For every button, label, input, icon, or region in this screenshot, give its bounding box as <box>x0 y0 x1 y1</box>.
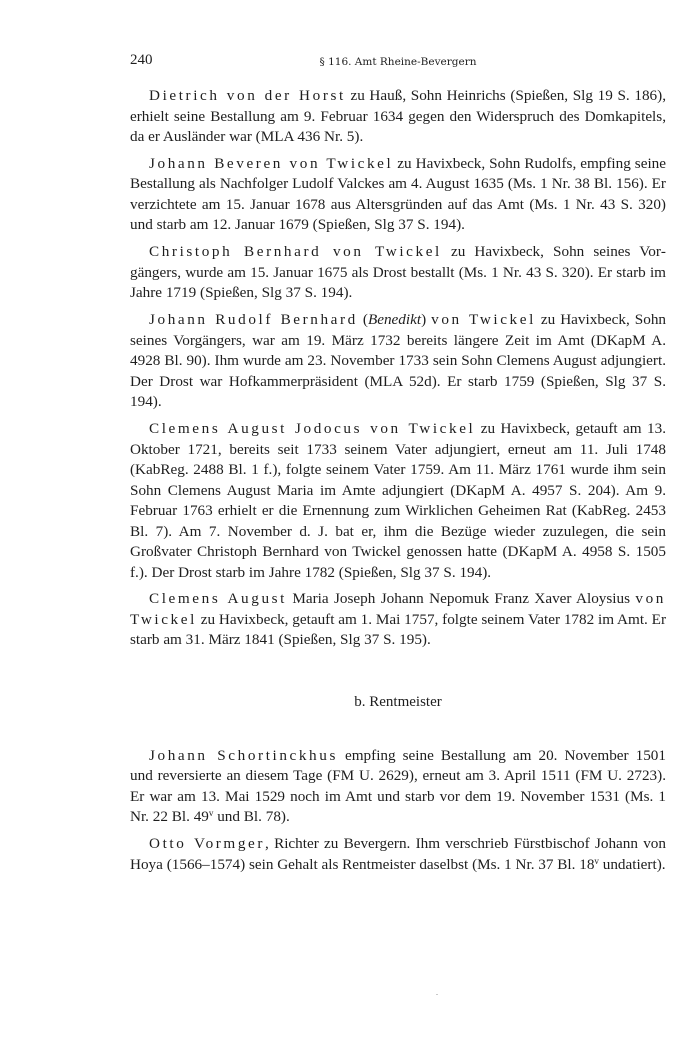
running-head <box>130 46 666 70</box>
section-title: § 116. Amt Rheine-Bevergern <box>319 56 477 68</box>
rentmeister-entries <box>130 746 666 875</box>
entry-paragraph <box>130 746 666 828</box>
person-name: Dietrich von der Horst <box>149 87 346 104</box>
verso-superscript: v <box>208 808 214 819</box>
page-number: 240 <box>130 52 153 68</box>
person-name: Johann Beveren von Twickel <box>149 154 394 172</box>
italic-name: Benedikt <box>367 311 422 329</box>
person-name: von Twickel <box>130 590 667 628</box>
person-name: von Twickel <box>431 311 536 329</box>
entry-text: zu Havixbeck, Sohn seines Vorgängers, wurde am 15. Januar 1675 als Drost bestallt (Ms. 1 Nr. 43 S. 320). Er starb im Jahre 1719 (Spießen, Slg 37 S. 194). <box>130 243 666 302</box>
entry-text: undatiert). <box>598 855 666 873</box>
entry-paragraph <box>130 86 666 148</box>
entry-text: empfing seine Bestallung am 20. November 1501 und reversierte an diesem Tage (FM U. 2629), erneut am 3. April 1511 (FM U. 2723). Er war am 13. Mai 1529 noch im Amt und starb vor dem 19. November 1531 (Ms. 1 Nr. 22 Bl. 49 <box>130 746 666 826</box>
entry-text: , Richter zu Bevergern. Ihm verschrieb Fürstbischof Johann von Hoya (1566–1574) sein Gehalt als Rentmeister daselbst (Ms. 1 Nr. 37 Bl. 18 <box>130 835 666 873</box>
entry-text: zu Havixbeck, getauft am 13. Oktober 1721, bereits seit 1733 seinem Vater adjungiert, erneut am 11. Juli 1748 (KabReg. 2488 Bl. 1 f.), folgte seinem Vater 1759. Am 11. März 1761 wurde ihm sein Sohn Clemens August Maria im Amte adjungiert (DKapM A. 4957 S. 204). Am 9. Februar 1763 erhielt er die Ernennung zum Wirklichen Geheimen Rat (KabReg. 2453 Bl. 7). Am 7. November d. J. bat er, ihm die Bezüge wieder zuzulegen, die sein Großvater Christoph Bernhard von Twickel genossen hatte (DKapM A. 4958 S. 1505 f.). Der Drost starb im Jahre 1782 (Spießen, Slg 37 S. 194). <box>130 420 667 581</box>
person-name: Johann Schortinckhus <box>149 746 338 764</box>
person-name: Clemens August <box>149 590 287 608</box>
entry-text: Maria Joseph Johann Nepomuk Franz Xaver Aloysius <box>286 590 636 608</box>
entry-paragraph <box>130 310 666 413</box>
entry-text: ) <box>421 311 432 329</box>
entry-paragraph <box>130 419 666 583</box>
book-page <box>130 46 666 875</box>
person-name: Otto Vormger <box>149 835 266 853</box>
verso-superscript: v <box>594 855 599 866</box>
subheading-rentmeister: b. Rentmeister <box>354 693 442 710</box>
entry-paragraph <box>130 589 666 651</box>
entry-text: zu Hauß, Sohn Heinrichs (Spießen, Slg 19 S. 186), erhielt seine Bestallung am 9. Februar 1634 gegen den Widerspruch des Domkapitels, da er Ausländer war (MLA 436 Nr. 5). <box>130 87 666 145</box>
entry-text: ( <box>357 311 368 329</box>
entry-paragraph <box>130 154 666 236</box>
person-name: Christoph Bernhard von Twickel <box>149 243 442 261</box>
page-speck <box>436 994 438 995</box>
entry-paragraph <box>130 242 666 304</box>
entry-text: zu Havixbeck, getauft am 1. Mai 1757, folgte seinem Vater 1782 im Amt. Er starb am 31. März 1841 (Spießen, Slg 37 S. 195). <box>130 610 666 649</box>
person-name: Johann Rudolf Bernhard <box>149 311 358 329</box>
entry-text: zu Havixbeck, Sohn Rudolfs, empfing seine Bestallung als Nachfolger Ludolf Valckes am 4. August 1635 (Ms. 1 Nr. 38 Bl. 156). Er verzichtete am 15. Januar 1678 aus Altersgründen auf das Amt (Ms. 1 Nr. 43 S. 320) und starb am 12. Januar 1679 (Spießen, Slg 37 S. 194). <box>130 154 667 234</box>
entry-text: zu Havixbeck, Sohn seines Vorgängers, war am 19. März 1732 bereits längere Zeit im Amt (DKapM A. 4928 Bl. 90). Ihm wurde am 23. November 1733 sein Sohn Clemens August adjungiert. Der Drost war Hofkammerpräsident (MLA 52d). Er starb 1759 (Spießen, Slg 37 S. 194). <box>130 311 667 411</box>
entry-text: und Bl. 78). <box>213 808 290 826</box>
drost-entries <box>130 86 666 651</box>
person-name: Clemens August Jodocus von Twickel <box>149 420 476 438</box>
entry-paragraph <box>130 834 666 875</box>
